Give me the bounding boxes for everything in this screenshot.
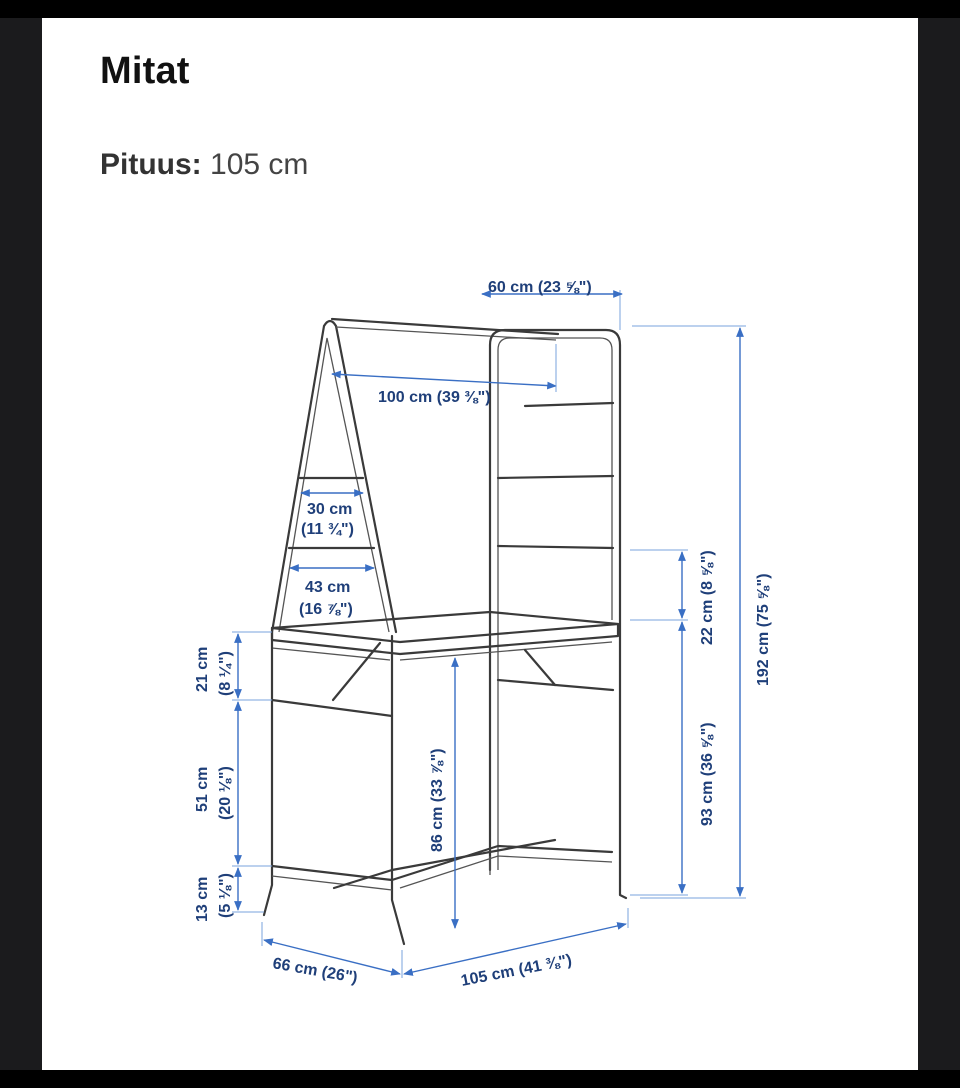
dim-left-21-in: (8 ¼") — [217, 651, 234, 696]
dim-large-shelf-in: (16 ⅞") — [299, 601, 353, 618]
section-title: Mitat — [100, 50, 190, 92]
dim-small-shelf-in: (11 ¾") — [301, 521, 354, 538]
dim-width: 105 cm (41 ⅜") — [459, 951, 574, 990]
dim-total-height: 192 cm (75 ⅝") — [755, 573, 772, 686]
dim-left-51-cm: 51 cm — [194, 766, 211, 812]
dim-desk-to-floor: 93 cm (36 ⅝") — [699, 722, 716, 826]
dim-top-depth: 60 cm (23 ⅝") — [488, 279, 592, 296]
dim-large-shelf-cm: 43 cm — [305, 579, 351, 596]
dim-top-width: 100 cm (39 ⅜") — [378, 389, 491, 406]
length-label: Pituus: — [100, 148, 202, 181]
dim-desk-height: 86 cm (33 ⅞") — [429, 748, 446, 852]
length-value: 105 cm — [210, 148, 309, 181]
dim-left-13-in: (5 ⅛") — [217, 873, 234, 918]
dim-depth: 66 cm (26") — [271, 955, 359, 987]
dim-left-51-in: (20 ⅛") — [217, 766, 234, 820]
dim-upper-gap: 22 cm (8 ⅝") — [699, 550, 716, 645]
dim-left-13-cm: 13 cm — [194, 876, 211, 922]
dim-left-21-cm: 21 cm — [194, 646, 211, 692]
dim-small-shelf-cm: 30 cm — [307, 501, 353, 518]
